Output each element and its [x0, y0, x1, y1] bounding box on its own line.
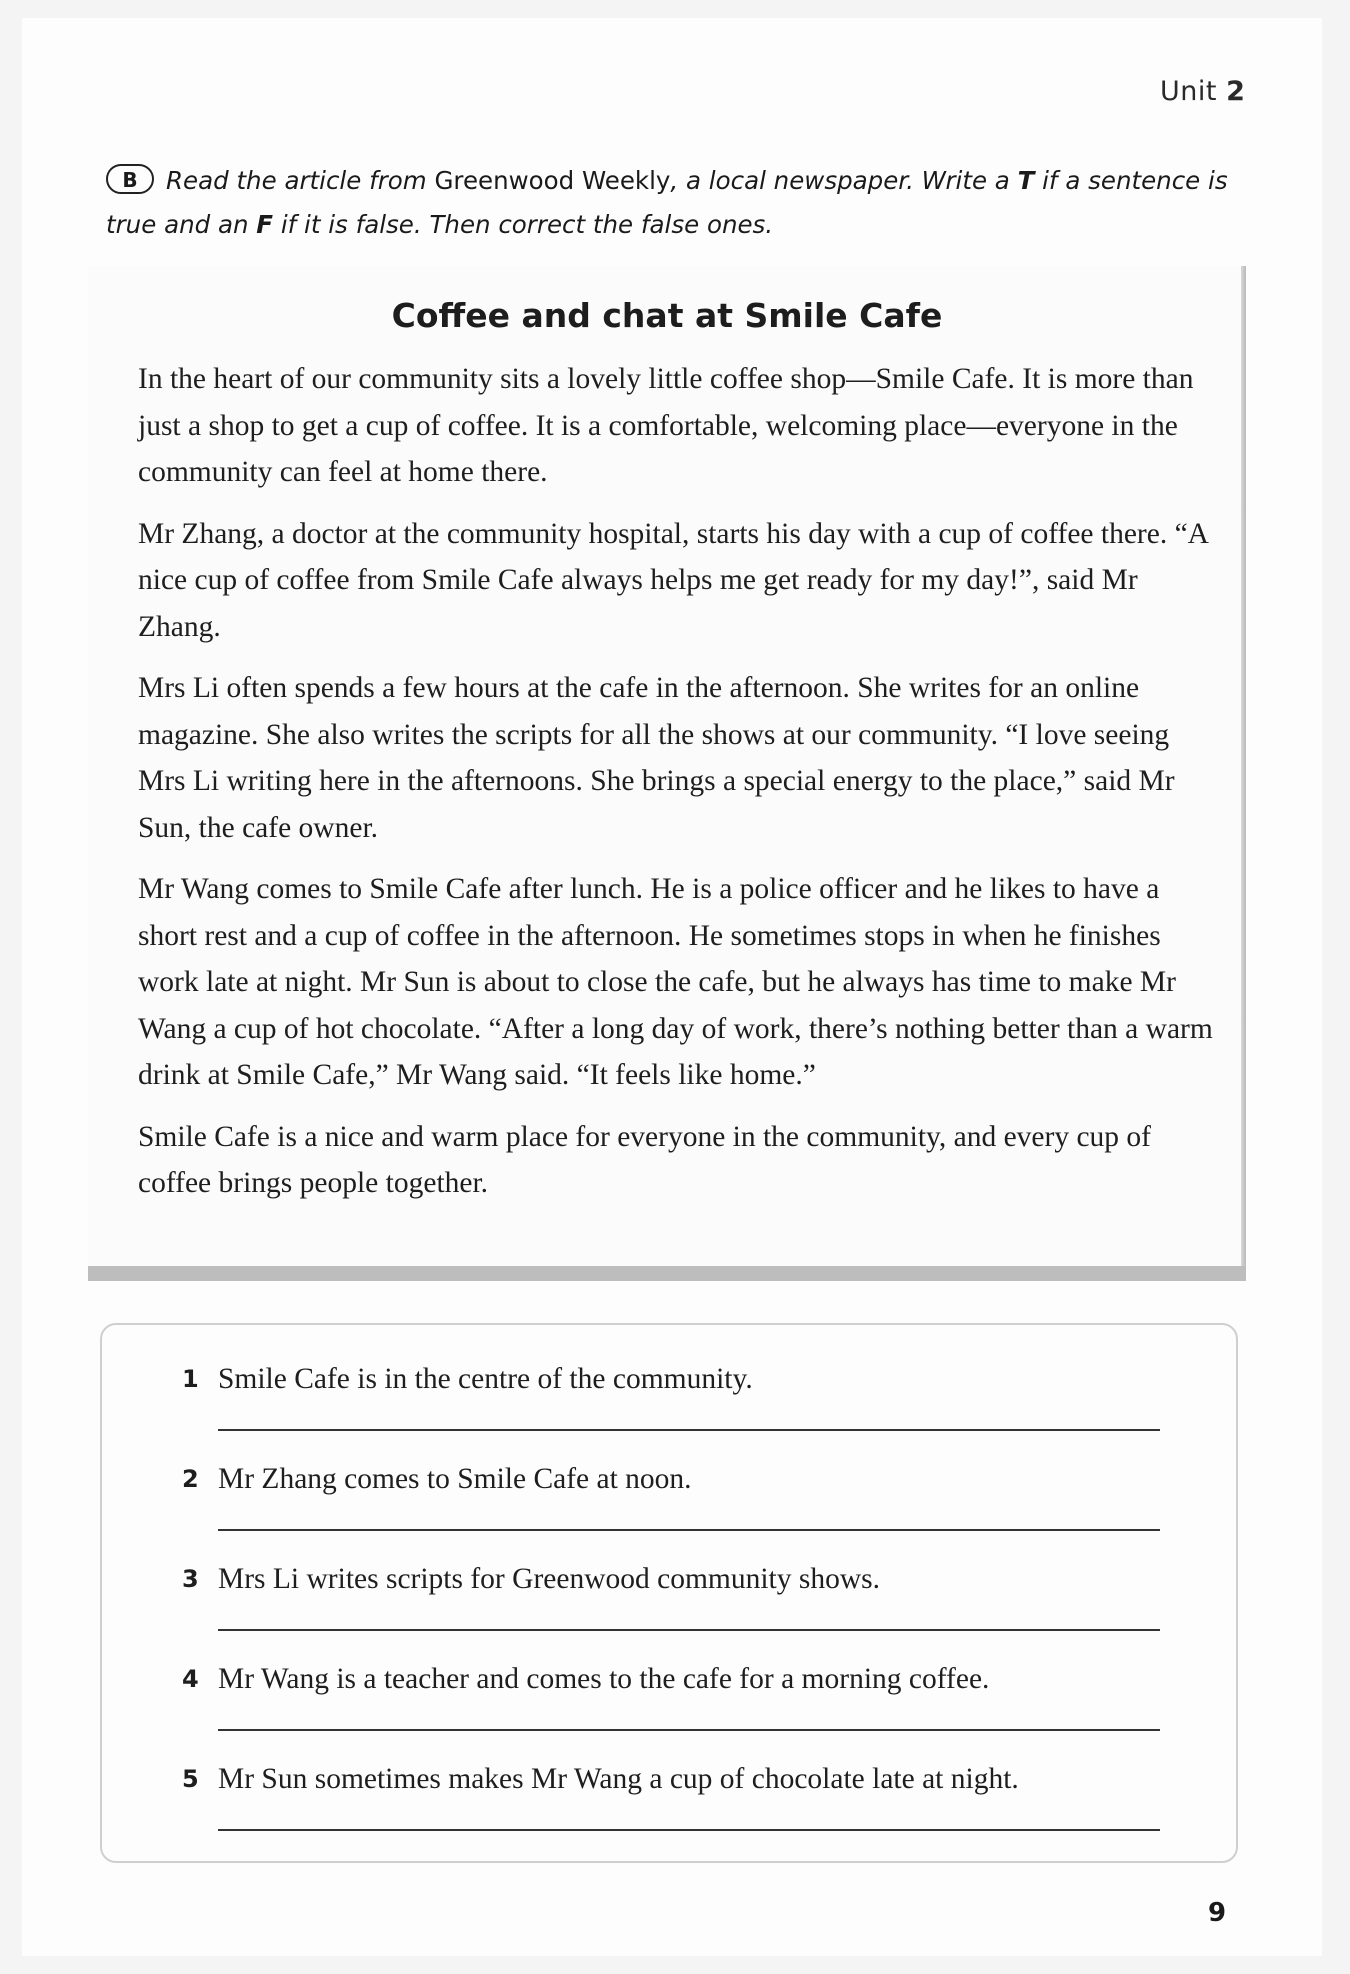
answer-line-1[interactable] — [218, 1429, 1160, 1431]
unit-number: 2 — [1226, 76, 1246, 107]
instruction-part-2: , a local newspaper. Write a — [670, 166, 1018, 195]
article-paragraph-2: Mr Zhang, a doctor at the community hospital, starts his day with a cup of coffee there. “A nice cup of coffee from Smile Cafe always helps me get ready for my day!”, said Mr Zhang. — [138, 517, 1208, 643]
question-number: 5 — [182, 1765, 199, 1793]
instruction-part-3: if a sentence is true and an — [106, 166, 1228, 239]
article-panel — [88, 266, 1246, 1281]
false-marker: F — [256, 210, 274, 239]
unit-label — [1160, 76, 1245, 107]
question-number: 2 — [182, 1465, 199, 1493]
question-number: 4 — [182, 1665, 199, 1693]
question-text: Smile Cafe is in the centre of the community. — [218, 1363, 753, 1395]
question-text: Mr Zhang comes to Smile Cafe at noon. — [218, 1463, 692, 1495]
article-body — [138, 356, 1220, 1222]
article-right-border — [1241, 266, 1246, 1281]
newspaper-name: Greenwood Weekly — [434, 166, 671, 195]
article-paragraph-1: In the heart of our community sits a lovely little coffee shop—Smile Cafe. It is more than just a shop to get a cup of coffee. It is a comfortable, welcoming place—everyone in the community can feel at home there. — [138, 363, 1194, 488]
answer-line-4[interactable] — [218, 1729, 1160, 1731]
exercise-label-badge: B — [106, 164, 154, 194]
question-text: Mr Wang is a teacher and comes to the cafe for a morning coffee. — [218, 1663, 990, 1695]
instruction-part-1: Read the article from — [166, 166, 435, 195]
instruction-part-4: if it is false. Then correct the false ones. — [273, 210, 774, 239]
article-title: Coffee and chat at Smile Cafe — [391, 296, 943, 335]
page-number: 9 — [1208, 1898, 1227, 1928]
answer-line-5[interactable] — [218, 1829, 1160, 1831]
true-marker: T — [1017, 166, 1035, 195]
answer-line-3[interactable] — [218, 1629, 1160, 1631]
article-paragraph-5: Smile Cafe is a nice and warm place for everyone in the community, and every cup of coffee brings people together. — [138, 1120, 1152, 1199]
article-bottom-border — [88, 1266, 1246, 1281]
article-paragraph-4: Mr Wang comes to Smile Cafe after lunch. He is a police officer and he likes to have a short rest and a cup of coffee in the afternoon. He sometimes stops in when he finishes work late at night. Mr Sun is about to close the cafe, but he always has time to make Mr Wang a cup of hot chocolate. “After a long day of work, there’s nothing better than a warm drink at Smile Cafe,” Mr Wang said. “It feels like home.” — [138, 873, 1213, 1091]
question-text: Mrs Li writes scripts for Greenwood community shows. — [218, 1563, 881, 1595]
question-number: 1 — [182, 1365, 199, 1393]
article-paragraph-3: Mrs Li often spends a few hours at the cafe in the afternoon. She writes for an online magazine. She also writes the scripts for all the shows at our community. “I love seeing Mrs Li writing here in the afternoons. She brings a special energy to the place,” said Mr Sun, the cafe owner. — [138, 672, 1175, 844]
question-number: 3 — [182, 1565, 199, 1593]
exercise-instructions — [106, 159, 1236, 247]
questions-box — [100, 1323, 1238, 1863]
unit-word: Unit — [1160, 76, 1217, 107]
answer-line-2[interactable] — [218, 1529, 1160, 1531]
question-text: Mr Sun sometimes makes Mr Wang a cup of chocolate late at night. — [218, 1763, 1019, 1795]
workbook-page — [22, 18, 1322, 1956]
